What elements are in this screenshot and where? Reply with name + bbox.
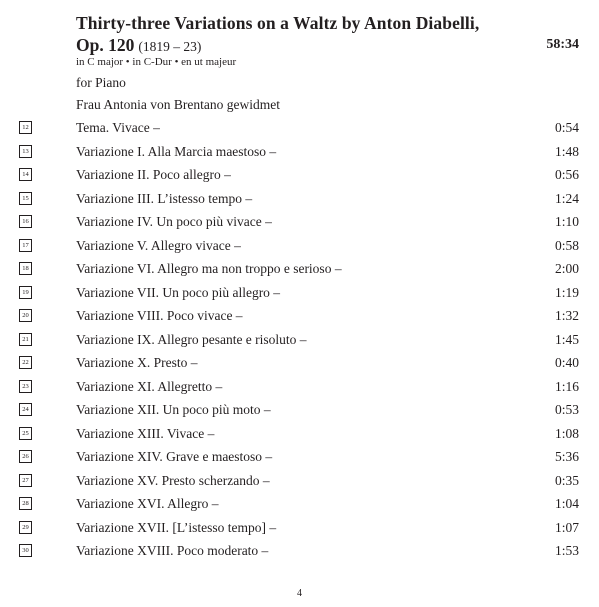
work-opus: Op. 120	[76, 35, 135, 55]
work-header	[76, 12, 579, 114]
track-row	[0, 494, 599, 518]
track-title: Variazione XI. Allegretto –	[76, 378, 223, 394]
track-title: Variazione IX. Allegro pesante e risoluto –	[76, 331, 307, 347]
track-title: Variazione V. Allegro vivace –	[76, 237, 241, 253]
track-row	[0, 400, 599, 424]
track-row	[0, 541, 599, 565]
track-row	[0, 142, 599, 166]
track-row	[0, 518, 599, 542]
track-row	[0, 283, 599, 307]
track-duration: 0:53	[554, 402, 579, 417]
track-row	[0, 236, 599, 260]
track-title: Variazione I. Alla Marcia maestoso –	[76, 143, 277, 159]
track-number: 27	[19, 474, 32, 487]
track-number: 26	[19, 450, 32, 463]
track-row	[0, 189, 599, 213]
track-number: 17	[19, 239, 32, 252]
track-row	[0, 259, 599, 283]
work-dedication: Frau Antonia von Brentano gewidmet	[76, 97, 280, 112]
track-title: Variazione VII. Un poco più allegro –	[76, 284, 281, 300]
track-number: 30	[19, 544, 32, 557]
track-number: 18	[19, 262, 32, 275]
track-duration: 1:08	[554, 425, 579, 441]
track-duration: 1:04	[554, 496, 579, 511]
track-duration: 1:10	[554, 214, 579, 229]
track-number: 24	[19, 403, 32, 416]
track-number: 13	[19, 145, 32, 158]
track-row	[0, 353, 599, 377]
track-title: Tema. Vivace –	[76, 120, 160, 135]
track-title: Variazione XIV. Grave e maestoso –	[76, 449, 273, 464]
track-title: Variazione III. L’istesso tempo –	[76, 190, 253, 206]
track-duration: 0:54	[554, 120, 579, 135]
track-number: 20	[19, 309, 32, 322]
track-duration: 1:45	[554, 331, 579, 347]
track-number: 28	[19, 497, 32, 510]
track-duration: 2:00	[554, 261, 579, 276]
track-number: 29	[19, 521, 32, 534]
track-number: 16	[19, 215, 32, 228]
track-number: 14	[19, 168, 32, 181]
track-title: Variazione IV. Un poco più vivace –	[76, 214, 272, 229]
track-row	[0, 165, 599, 189]
track-duration: 1:48	[554, 143, 579, 159]
track-row	[0, 118, 599, 142]
track-duration: 1:16	[554, 378, 579, 394]
track-title: Variazione X. Presto –	[76, 355, 198, 370]
opus-line	[76, 34, 579, 56]
track-number: 12	[19, 121, 32, 134]
total-duration: 58:34	[546, 37, 579, 52]
track-title: Variazione XVII. [L’istesso tempo] –	[76, 519, 277, 535]
track-title: Variazione VIII. Poco vivace –	[76, 308, 243, 323]
track-duration: 0:58	[554, 237, 579, 253]
work-keys: in C major • in C-Dur • en ut majeur	[76, 56, 237, 68]
page-number: 4	[297, 588, 302, 599]
track-duration: 1:24	[554, 190, 579, 206]
track-title: Variazione VI. Allegro ma non troppo e serioso –	[76, 261, 342, 276]
track-row	[0, 306, 599, 330]
track-row	[0, 447, 599, 471]
track-title: Variazione XVI. Allegro –	[76, 496, 219, 511]
track-row	[0, 471, 599, 495]
track-list	[0, 118, 599, 565]
track-number: 15	[19, 192, 32, 205]
track-duration: 0:56	[554, 167, 579, 182]
track-number: 23	[19, 380, 32, 393]
track-number: 25	[19, 427, 32, 440]
track-duration: 0:40	[554, 355, 579, 370]
track-duration: 1:32	[554, 308, 579, 323]
track-duration: 1:53	[554, 543, 579, 558]
track-title: Variazione XV. Presto scherzando –	[76, 472, 270, 488]
track-title: Variazione XVIII. Poco moderato –	[76, 543, 269, 558]
track-duration: 1:07	[554, 519, 579, 535]
track-duration: 1:19	[554, 284, 579, 300]
track-row	[0, 330, 599, 354]
track-title: Variazione II. Poco allegro –	[76, 167, 231, 182]
track-row	[0, 424, 599, 448]
track-duration: 0:35	[554, 472, 579, 488]
work-title: Thirty-three Variations on a Waltz by Anton Diabelli,	[76, 13, 480, 33]
track-title: Variazione XII. Un poco più moto –	[76, 402, 271, 417]
track-number: 21	[19, 333, 32, 346]
work-years: (1819 – 23)	[138, 39, 202, 54]
work-instrument: for Piano	[76, 75, 126, 90]
track-duration: 5:36	[554, 449, 579, 464]
track-title: Variazione XIII. Vivace –	[76, 425, 215, 441]
track-row	[0, 212, 599, 236]
track-row	[0, 377, 599, 401]
track-number: 19	[19, 286, 32, 299]
track-number: 22	[19, 356, 32, 369]
